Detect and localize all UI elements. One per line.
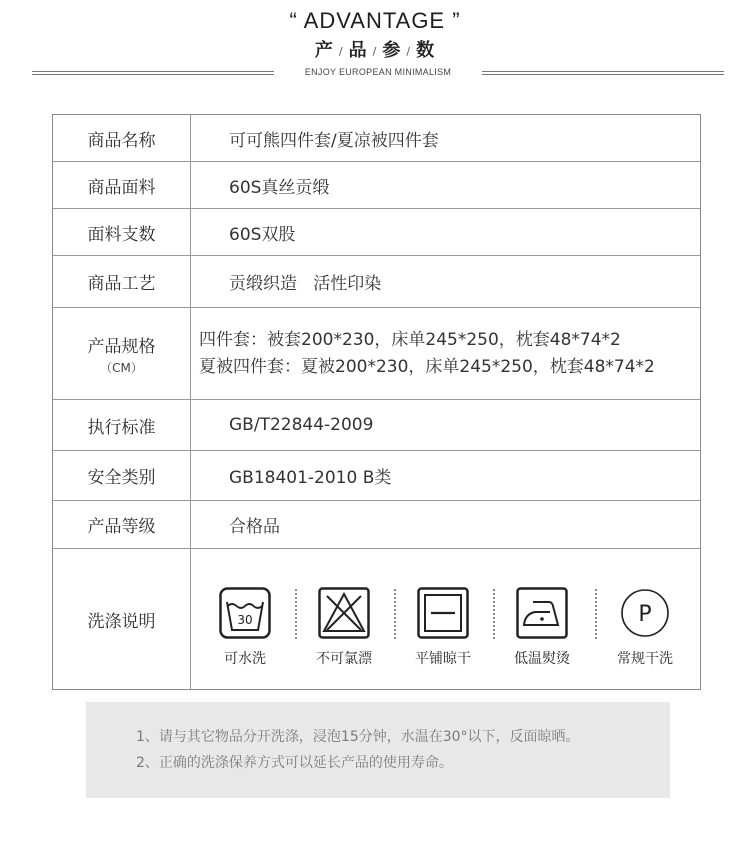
no-bleach-icon (318, 587, 370, 639)
title-char: 数 (416, 40, 436, 61)
title-char: 品 (348, 40, 368, 61)
dry-clean-p-icon (619, 587, 671, 639)
row-value: 合格品 (229, 517, 280, 537)
wash-temp-label: 30 (237, 613, 253, 627)
advantage-title: “ ADVANTAGE ” (289, 8, 461, 33)
care-note-line: 1、请与其它物品分开洗涤，浸泡15分钟，水温在30°以下，反面晾晒。 (136, 729, 580, 745)
wash-caption: 可水洗 (224, 651, 266, 667)
row-label: 产品等级 (53, 501, 191, 548)
wash-symbol (597, 549, 693, 668)
row-label: 面料支数 (53, 209, 191, 255)
title-separator: / (338, 45, 344, 58)
spec-line: 四件套：被套200*230，床单245*250，枕套48*74*2 (199, 329, 621, 350)
row-value: 60S真丝贡缎 (229, 177, 330, 198)
care-note-line: 2、正确的洗涤保养方式可以延长产品的使用寿命。 (136, 755, 453, 771)
divider-left (32, 71, 274, 75)
wash-symbol (296, 549, 392, 668)
row-label: 执行标准 (53, 400, 191, 450)
table-row (53, 115, 700, 162)
divider-right (482, 71, 724, 75)
wash-symbol (395, 549, 491, 668)
table-row (53, 451, 700, 501)
wash-caption: 不可氯漂 (316, 651, 372, 667)
care-notes (86, 702, 670, 798)
row-value: 60S双股 (229, 224, 296, 245)
table-row (53, 400, 700, 451)
wash-caption: 低温熨烫 (514, 651, 570, 667)
wash-symbol (494, 549, 590, 668)
table-row (53, 501, 700, 549)
wash-caption: 常规干洗 (617, 651, 673, 667)
title-separator: / (406, 45, 412, 58)
row-label (53, 308, 191, 399)
spec-table (52, 114, 701, 690)
table-row (53, 308, 700, 400)
dry-flat-icon (417, 587, 469, 639)
wash-symbol (197, 549, 293, 668)
table-row (53, 256, 700, 308)
row-value: GB/T22844-2009 (229, 415, 374, 435)
row-label: 洗涤说明 (53, 549, 191, 689)
row-label-unit: （CM） (100, 360, 143, 375)
row-label: 商品名称 (53, 115, 191, 161)
wash-30-icon (219, 587, 271, 639)
row-value: GB18401-2010 B类 (229, 468, 392, 488)
wash-caption: 平铺晾干 (415, 651, 471, 667)
title-separator: / (372, 45, 378, 58)
tagline: ENJOY EUROPEAN MINIMALISM (304, 67, 452, 77)
row-label: 商品工艺 (53, 256, 191, 307)
dry-clean-letter: P (638, 602, 652, 627)
title-char: 参 (382, 40, 402, 61)
row-label: 商品面料 (53, 162, 191, 208)
params-title (0, 36, 750, 62)
page-header (0, 0, 750, 100)
row-value: 可可熊四件套/夏凉被四件套 (229, 130, 439, 151)
low-iron-icon (516, 587, 568, 639)
title-char: 产 (314, 40, 334, 61)
row-value: 贡缎织造 活性印染 (229, 274, 382, 294)
row-label: 安全类别 (53, 451, 191, 500)
row-label-text: 产品规格 (87, 336, 156, 357)
table-row (53, 549, 700, 689)
row-value (199, 308, 655, 399)
table-row (53, 209, 700, 256)
spec-line: 夏被四件套：夏被200*230，床单245*250，枕套48*74*2 (199, 356, 655, 377)
table-row (53, 162, 700, 209)
